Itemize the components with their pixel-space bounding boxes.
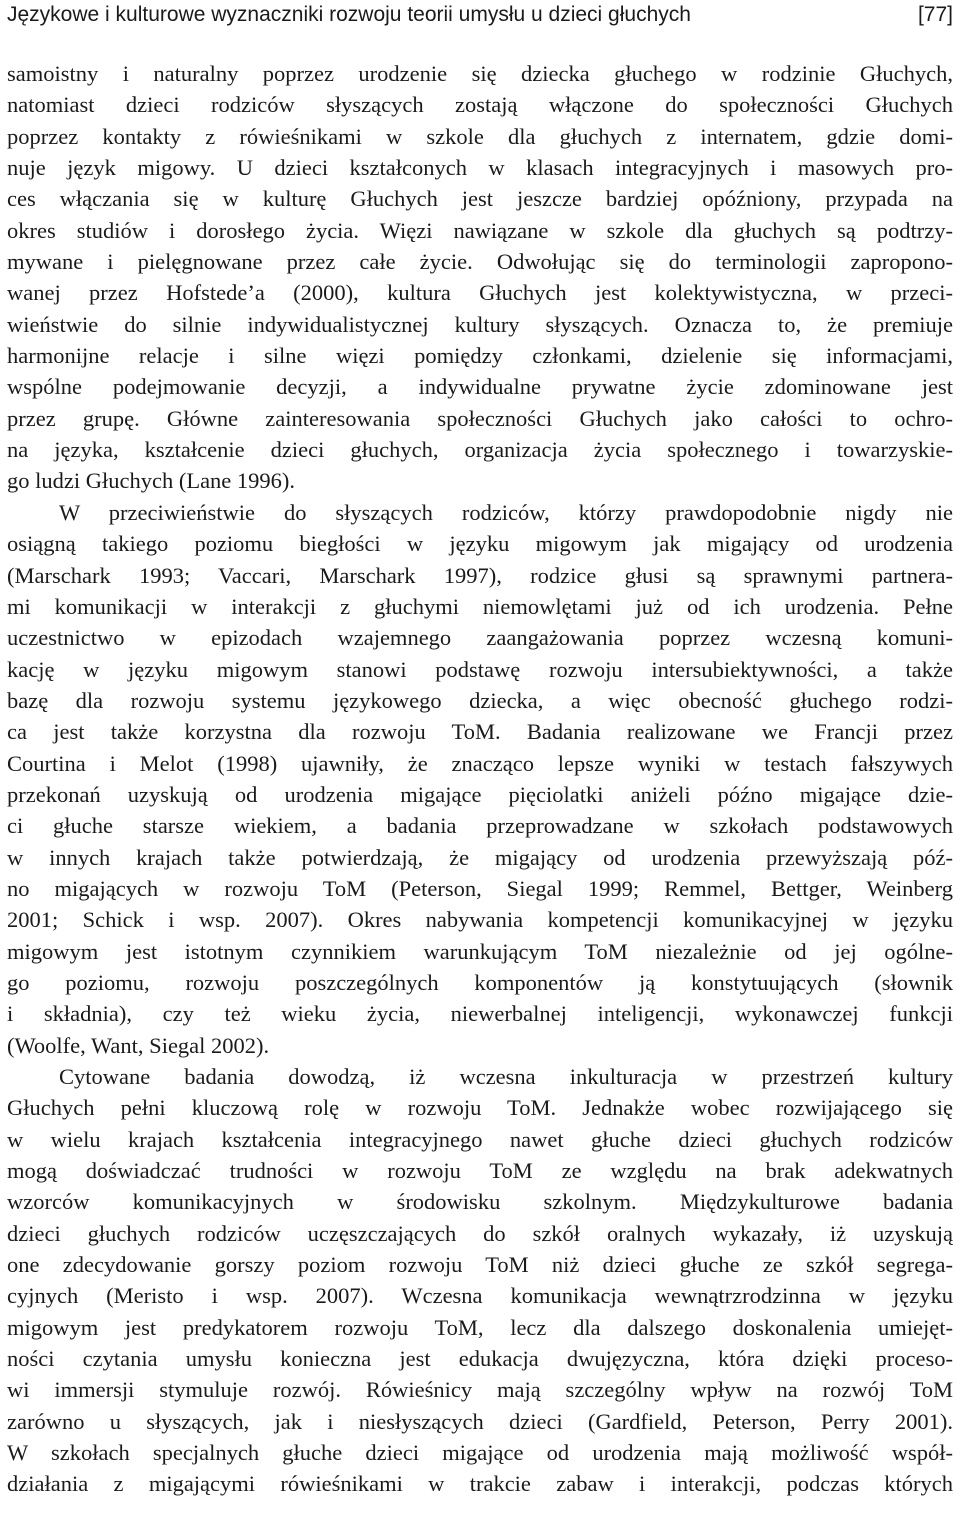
text-line: w wielu krajach kształcenia integracyjnego nawet głuche dzieci głuchych rodziców — [7, 1126, 953, 1152]
body-text — [7, 58, 953, 1500]
running-header — [7, 0, 953, 30]
text-line: osiągną takiego poziomu biegłości w języku migowym jak migający od urodzenia — [7, 531, 953, 557]
text-line: no migających w rozwoju ToM (Peterson, Siegal 1999; Remmel, Bettger, Weinberg — [7, 875, 953, 901]
paragraph — [7, 497, 953, 1061]
text-line: ności czytania umysłu konieczna jest edukacja dwujęzyczna, która dzięki proceso- — [7, 1346, 953, 1372]
text-line: natomiast dzieci rodziców słyszących zostają włączone do społeczności Głuchych — [7, 92, 953, 118]
text-line: mogą doświadczać trudności w rozwoju ToM ze względu na brak adekwatnych — [7, 1158, 953, 1184]
page-number: [77] — [917, 3, 953, 26]
text-line: działania z migającymi rówieśnikami w trakcie zabaw i interakcji, podczas których — [7, 1471, 953, 1497]
text-line: ca jest także korzystna dla rozwoju ToM. Badania realizowane we Francji przez — [7, 719, 953, 745]
text-line: W przeciwieństwie do słyszących rodziców, którzy prawdopodobnie nigdy nie — [59, 499, 953, 525]
text-line: Głuchych pełni kluczową rolę w rozwoju ToM. Jednakże wobec rozwijającego się — [7, 1095, 953, 1121]
text-line: (Woolfe, Want, Siegal 2002). — [7, 1032, 270, 1058]
text-line: ci głuche starsze wiekiem, a badania przeprowadzane w szkołach podstawowych — [7, 813, 953, 839]
text-line: ces włączania się w kulturę Głuchych jest jeszcze bardziej opóźniony, przypada na — [7, 186, 953, 212]
running-header-title: Językowe i kulturowe wyznaczniki rozwoju teorii umysłu u dzieci głuchych — [7, 3, 691, 26]
text-line: 2001; Schick i wsp. 2007). Okres nabywania kompetencji komunikacyjnej w języku — [7, 907, 953, 933]
text-line: harmonijne relacje i silne więzi pomiędzy członkami, dzielenie się informacjami, — [7, 343, 953, 369]
text-line: W szkołach specjalnych głuche dzieci migające od urodzenia mają możliwość współ- — [7, 1440, 953, 1466]
text-line: dzieci głuchych rodziców uczęszczających do szkół oralnych wykazały, iż uzyskują — [7, 1220, 953, 1246]
text-line: wanej przez Hofstede’a (2000), kultura Głuchych jest kolektywistyczna, w przeci- — [7, 280, 953, 306]
text-line: Courtina i Melot (1998) ujawniły, że znacząco lepsze wyniki w testach fałszywych — [7, 750, 953, 776]
text-line: wi immersji stymuluje rozwój. Rówieśnicy mają szczególny wpływ na rozwój ToM — [7, 1377, 953, 1403]
text-line: one zdecydowanie gorszy poziom rozwoju ToM niż dzieci głuche ze szkół segrega- — [7, 1252, 953, 1278]
text-line: Cytowane badania dowodzą, iż wczesna inkulturacja w przestrzeń kultury — [59, 1064, 953, 1089]
text-line: poprzez kontakty z rówieśnikami w szkole dla głuchych z internatem, gdzie domi- — [7, 123, 953, 149]
text-line: kację w języku migowym stanowi podstawę rozwoju intersubiektywności, a także — [7, 656, 953, 682]
text-line: na języka, kształcenie dzieci głuchych, organizacja życia społecznego i towarzyskie- — [7, 437, 953, 463]
text-line: wieństwie do silnie indywidualistycznej kultury słyszących. Oznacza to, że premiuje — [7, 311, 953, 337]
text-line: migowym jest predykatorem rozwoju ToM, lecz dla dalszego doskonalenia umiejęt- — [7, 1314, 953, 1340]
text-line: zarówno u słyszących, jak i niesłyszących dzieci (Gardfield, Peterson, Perry 2001). — [7, 1408, 953, 1434]
text-line: cyjnych (Meristo i wsp. 2007). Wczesna komunikacja wewnątrzrodzinna w języku — [7, 1283, 953, 1309]
text-line: nuje język migowy. U dzieci kształconych w klasach integracyjnych i masowych pro- — [7, 155, 953, 181]
text-line: (Marschark 1993; Vaccari, Marschark 1997), rodzice głusi są sprawnymi partnera- — [7, 562, 953, 588]
text-line: wzorców komunikacyjnych w środowisku szkolnym. Międzykulturowe badania — [7, 1189, 953, 1215]
text-line: mywane i pielęgnowane przez całe życie. Odwołując się do terminologii zapropono- — [7, 249, 953, 275]
text-line: go poziomu, rozwoju poszczególnych komponentów ją konstytuujących (słownik — [7, 969, 953, 995]
text-line: przekonań uzyskują od urodzenia migające pięciolatki aniżeli późno migające dzie- — [7, 781, 953, 807]
text-line: wspólne podejmowanie decyzji, a indywidualne prywatne życie zdominowane jest — [7, 374, 953, 400]
text-line: mi komunikacji w interakcji z głuchymi niemowlętami już od ich urodzenia. Pełne — [7, 593, 953, 619]
text-line: w innych krajach także potwierdzają, że migający od urodzenia przewyższają póź- — [7, 844, 953, 870]
paragraph — [7, 1061, 953, 1500]
text-line: samoistny i naturalny poprzez urodzenie się dziecka głuchego w rodzinie Głuchych, — [7, 61, 953, 86]
text-line: i składnia), czy też wieku życia, niewerbalnej inteligencji, wykonawczej funkcji — [7, 1001, 953, 1027]
paragraph — [7, 58, 953, 497]
text-line: migowym jest istotnym czynnikiem warunkującym ToM niezależnie od jej ogólne- — [7, 938, 953, 964]
text-line: go ludzi Głuchych (Lane 1996). — [7, 468, 296, 494]
text-line: przez grupę. Główne zainteresowania społeczności Głuchych jako całości to ochro- — [7, 405, 953, 431]
text-line: uczestnictwo w epizodach wzajemnego zaangażowania poprzez wczesną komuni- — [7, 625, 953, 651]
text-line: bazę dla rozwoju systemu językowego dziecka, a więc obecność głuchego rodzi- — [7, 687, 953, 713]
text-line: okres studiów i dorosłego życia. Więzi nawiązane w szkole dla głuchych są podtrzy- — [7, 217, 953, 243]
